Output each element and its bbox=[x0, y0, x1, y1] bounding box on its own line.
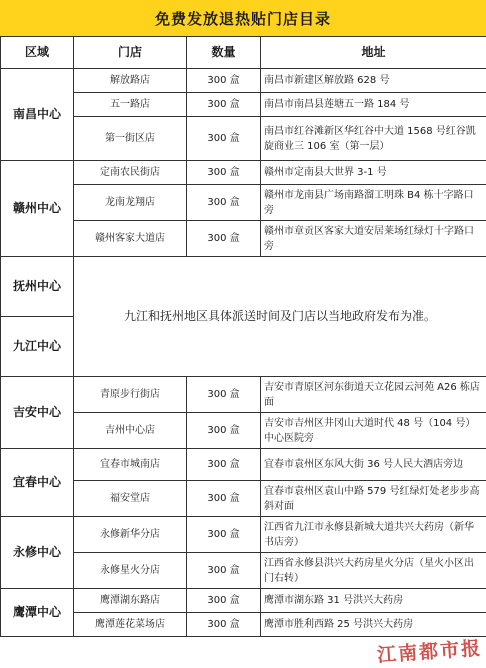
store-address: 吉安市吉州区井冈山大道时代 48 号（104 号）中心医院旁 bbox=[261, 413, 486, 449]
page-title: 免费发放退热贴门店目录 bbox=[0, 0, 486, 37]
header-region: 区域 bbox=[1, 37, 74, 69]
store-quantity: 300 盒 bbox=[187, 481, 261, 517]
table-row bbox=[1, 613, 486, 637]
store-quantity: 300 盒 bbox=[187, 377, 261, 413]
region-jiujiang: 九江中心 bbox=[1, 317, 74, 377]
store-quantity: 300 盒 bbox=[187, 185, 261, 221]
header-address: 地址 bbox=[261, 37, 486, 69]
region-yongxiu: 永修中心 bbox=[1, 517, 74, 589]
store-name: 第一街区店 bbox=[74, 117, 187, 161]
table-row bbox=[1, 161, 486, 185]
table-row bbox=[1, 589, 486, 613]
store-address: 赣州市龙南县广场南路溜工明珠 B4 栋十字路口旁 bbox=[261, 185, 486, 221]
store-quantity: 300 盒 bbox=[187, 517, 261, 553]
store-name: 解放路店 bbox=[74, 69, 187, 93]
store-name: 永修新华分店 bbox=[74, 517, 187, 553]
store-address: 赣州市章贡区客家大道安居莱场红绿灯十字路口旁 bbox=[261, 221, 486, 257]
store-address: 吉安市青原区河东街道天立花园云河苑 A26 栋店面 bbox=[261, 377, 486, 413]
newspaper-watermark: 江南都市报 bbox=[376, 633, 483, 667]
table-row bbox=[1, 185, 486, 221]
notice-text: 九江和抚州地区具体派送时间及门店以当地政府发布为准。 bbox=[74, 257, 486, 377]
table-row bbox=[1, 93, 486, 117]
store-quantity: 300 盒 bbox=[187, 221, 261, 257]
store-quantity: 300 盒 bbox=[187, 449, 261, 481]
store-address: 宜春市袁州区袁山中路 579 号红绿灯处老步步高斜对面 bbox=[261, 481, 486, 517]
store-address: 南昌市新建区解放路 628 号 bbox=[261, 69, 486, 93]
store-quantity: 300 盒 bbox=[187, 589, 261, 613]
region-fuzhou: 抚州中心 bbox=[1, 257, 74, 317]
store-name: 赣州客家大道店 bbox=[74, 221, 187, 257]
store-name: 龙南龙翔店 bbox=[74, 185, 187, 221]
store-name: 青原步行街店 bbox=[74, 377, 187, 413]
region-yichun: 宜春中心 bbox=[1, 449, 74, 517]
store-quantity: 300 盒 bbox=[187, 69, 261, 93]
store-quantity: 300 盒 bbox=[187, 413, 261, 449]
header-quantity: 数量 bbox=[187, 37, 261, 69]
store-name: 宜春市城南店 bbox=[74, 449, 187, 481]
store-address: 鹰潭市胜利西路 25 号洪兴大药房 bbox=[261, 613, 486, 637]
store-name: 定南农民街店 bbox=[74, 161, 187, 185]
store-address: 南昌市红谷滩新区华红谷中大道 1568 号红谷凯旋商业三 106 室（第一层） bbox=[261, 117, 486, 161]
table-row bbox=[1, 221, 486, 257]
table-row bbox=[1, 413, 486, 449]
table-row bbox=[1, 553, 486, 589]
store-quantity: 300 盒 bbox=[187, 161, 261, 185]
store-address: 宜春市袁州区东风大街 36 号人民大酒店旁边 bbox=[261, 449, 486, 481]
store-address: 江西省九江市永修县新城大道共兴大药房（新华书店旁） bbox=[261, 517, 486, 553]
region-jian: 吉安中心 bbox=[1, 377, 74, 449]
table-row bbox=[1, 257, 486, 317]
store-quantity: 300 盒 bbox=[187, 613, 261, 637]
region-nanchang: 南昌中心 bbox=[1, 69, 74, 161]
store-quantity: 300 盒 bbox=[187, 117, 261, 161]
store-name: 五一路店 bbox=[74, 93, 187, 117]
table-row bbox=[1, 481, 486, 517]
store-name: 鹰潭莲花菜场店 bbox=[74, 613, 187, 637]
store-name: 鹰潭湖东路店 bbox=[74, 589, 187, 613]
store-directory-table bbox=[0, 36, 486, 637]
store-address: 南昌市南昌县莲塘五一路 184 号 bbox=[261, 93, 486, 117]
store-address: 赣州市定南县大世界 3-1 号 bbox=[261, 161, 486, 185]
store-name: 吉州中心店 bbox=[74, 413, 187, 449]
table-row bbox=[1, 449, 486, 481]
header-store: 门店 bbox=[74, 37, 187, 69]
table-row bbox=[1, 517, 486, 553]
store-quantity: 300 盒 bbox=[187, 93, 261, 117]
store-name: 永修星火分店 bbox=[74, 553, 187, 589]
region-yingtan: 鹰潭中心 bbox=[1, 589, 74, 637]
store-address: 鹰潭市湖东路 31 号洪兴大药房 bbox=[261, 589, 486, 613]
table-row bbox=[1, 69, 486, 93]
table-row bbox=[1, 377, 486, 413]
region-ganzhou: 赣州中心 bbox=[1, 161, 74, 257]
store-name: 福安堂店 bbox=[74, 481, 187, 517]
table-header-row bbox=[1, 37, 486, 69]
table-row bbox=[1, 117, 486, 161]
store-address: 江西省永修县洪兴大药房星火分店（星火小区出门右转） bbox=[261, 553, 486, 589]
store-quantity: 300 盒 bbox=[187, 553, 261, 589]
